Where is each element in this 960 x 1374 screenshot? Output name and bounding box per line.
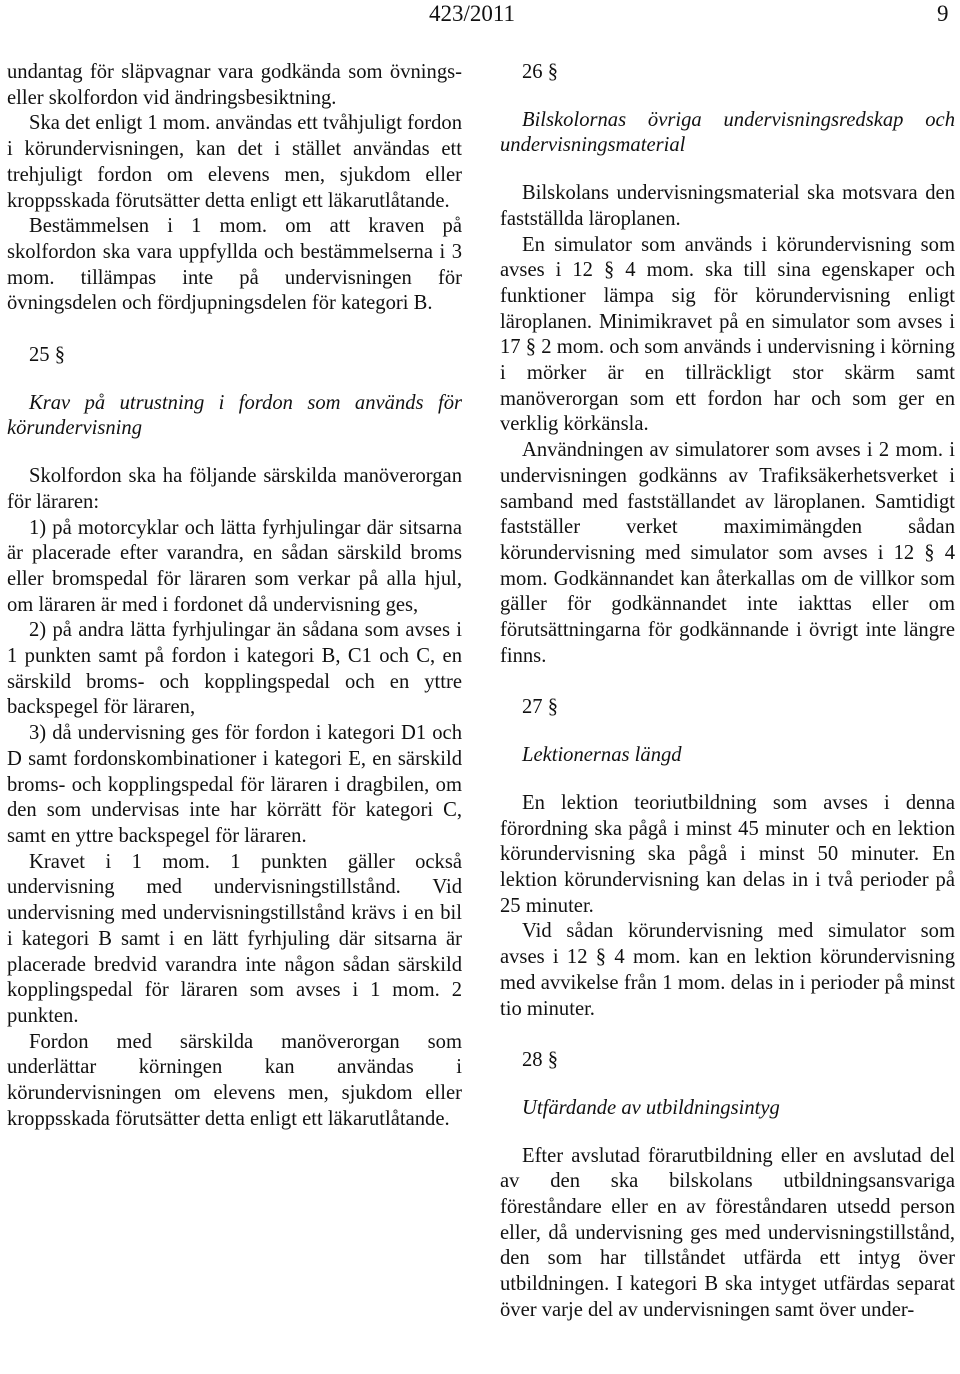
section-25-paragraph: 3) då undervisning ges för fordon i kategori D1 och D samt fordonskombinationer i kategori E, en särskild broms- och kopplingspedal för läraren i dragbilen, om den som undervisas inte har körrätt för kategori C, samt en yttre backspegel för läraren. — [7, 722, 462, 847]
section-25-paragraph: Kravet i 1 mom. 1 punkten gäller också undervisning med undervisningstillstånd. Vid undervisning med undervisningstillstånd krävs i en bil i kategori B samt i en lätt fyrhjuling där sitsarna är placerade bredvid varandra inte någon sådan särskild kopplingspedal för läraren som avses i 1 mom. 2 punkten. — [7, 850, 462, 1027]
section-25-paragraph: Fordon med särskilda manöverorgan som underlättar körningen kan användas i körundervisningen om elevens men, sjukdom eller kroppsskada förutsätter detta enligt ett läkarutlåtande. — [7, 1030, 462, 1130]
document-number: 423/2011 — [429, 1, 516, 26]
paragraph-intro: undantag för släpvagnar vara godkända som övnings- eller skolfordon vid ändringsbesiktning. — [7, 61, 462, 109]
right-column — [500, 60, 955, 1324]
section-28-number: 28 § — [522, 1049, 559, 1072]
section-26-paragraph: Användningen av simulatorer som avses i 2 mom. i undervisningen godkänns av Trafiksäkerhetsverket i samband med fastställandet av läroplanen. Samtidigt fastställer verket maximimängden sådan körundervisning med simulator som avses i 12 § 4 mom. Godkännandet kan återkallas om de villkor som gäller för godkännandet inte iakttas eller om förutsättningarna för godkännande i övrigt inte längre finns. — [500, 439, 955, 667]
section-26-paragraph: Bilskolans undervisningsmaterial ska motsvara den fastställda läroplanen. — [500, 182, 955, 230]
section-26-number: 26 § — [522, 61, 559, 83]
section-28-title: Utfärdande av utbildningsintyg — [522, 1096, 780, 1119]
section-28-paragraph: Efter avslutad förarutbildning eller en avslutad del av den ska bilskolans utbildningsansvariga föreståndare eller en av föreståndaren utsedd person eller, då undervisning ges med undervisningstillstånd, den som har tillståndet utfärda ett intyg över utbildningen. I kategori B ska intyget utfärdas separat över varje del av undervisningen samt över under- — [500, 1144, 955, 1321]
section-25-paragraph: 1) på motorcyklar och lätta fyrhjulingar där sitsarna är placerade efter varandra, en sådan särskild broms eller bromspedal för läraren som verkar på alla hjul, om läraren är med i fordonet då undervisning ges, — [7, 516, 462, 616]
section-25-title: Krav på utrustning i fordon som används för körundervisning — [7, 391, 462, 440]
section-25-paragraph: Skolfordon ska ha följande särskilda manöverorgan för läraren: — [7, 465, 462, 513]
section-27-paragraph: Vid sådan körundervisning med simulator som avses i 12 § 4 mom. kan en lektion körundervisning med avvikelse från 1 mom. delas in i perioder på minst tio minuter. — [500, 920, 955, 1020]
section-25-number: 25 § — [29, 344, 66, 367]
paragraph-ska: Ska det enligt 1 mom. användas ett tvåhjuligt fordon i körundervisningen, kan det i stället användas ett trehjuligt fordon om elevens men, sjukdom eller kroppsskada förutsätter detta enligt ett läkarutlåtande. — [7, 112, 462, 212]
left-column — [7, 60, 462, 1132]
paragraph-bestammelsen: Bestämmelsen i 1 mom. om att kraven på skolfordon ska vara uppfyllda och bestämmelserna i 3 mom. tillämpas inte på undervisningen för övningsdelen och fördjupningsdelen för kategori B. — [7, 215, 462, 315]
section-26-paragraph: En simulator som används i körundervisning som avses i 12 § 4 mom. ska till sina egenskaper och funktioner lämpa sig för körundervisning enligt läroplanen. Minimikravet på en simulator som avses i 17 § 2 mom. och som används i undervisning i körning i mörker är en tillräckligt stor skärm samt manöverorgan som ett fordon har och som ger en verklig körkänsla. — [500, 233, 955, 436]
section-26-title: Bilskolornas övriga undervisningsredskap och undervisningsmaterial — [500, 108, 955, 157]
section-27-title: Lektionernas längd — [522, 744, 682, 767]
page-number: 9 — [937, 1, 949, 26]
section-27-paragraph: En lektion teoriutbildning som avses i denna förordning ska pågå i minst 45 minuter och en lektion körundervisning ska pågå i minst 50 minuter. En lektion körundervisning kan delas in i två perioder på 25 minuter. — [500, 791, 955, 917]
section-27-number: 27 § — [522, 696, 559, 719]
section-25-paragraph: 2) på andra lätta fyrhjulingar än sådana som avses i 1 punkten samt på fordon i kategori B, C1 och C, en särskild broms- och kopplingspedal och en yttre backspegel för läraren, — [7, 619, 462, 719]
